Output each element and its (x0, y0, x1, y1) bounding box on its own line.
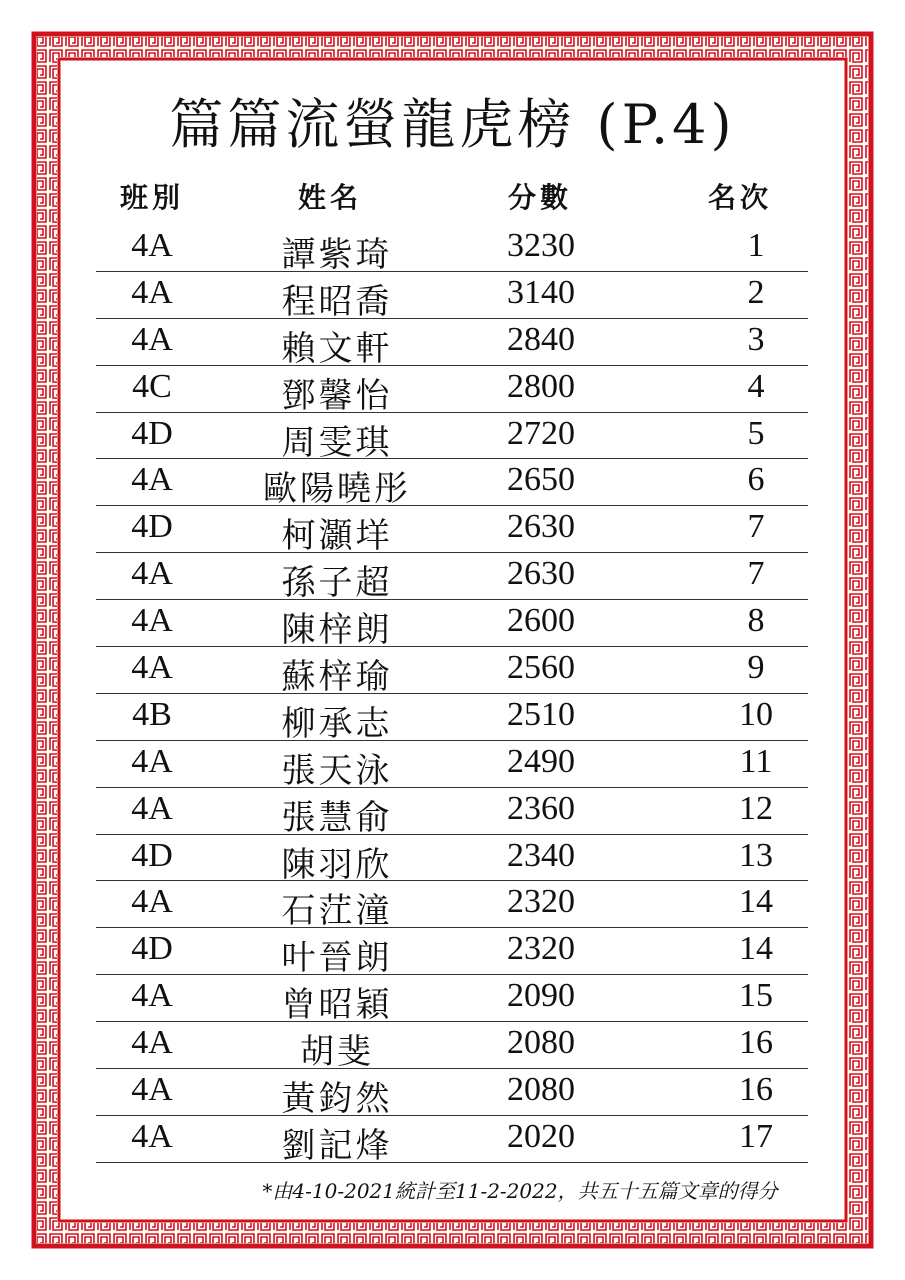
row-class: 4D (131, 836, 173, 874)
row-score: 2320 (507, 930, 575, 968)
row-name: 陳羽欣 (281, 844, 393, 885)
row-score: 2320 (507, 883, 575, 921)
row-name: 程昭喬 (281, 281, 393, 322)
table-row (96, 319, 808, 369)
row-score: 3230 (507, 227, 575, 264)
row-rank: 8 (747, 602, 765, 640)
row-name: 譚紫琦 (281, 235, 393, 275)
row-rank: 4 (747, 367, 765, 405)
table-row (96, 975, 808, 1026)
table-row (96, 1069, 808, 1120)
row-class: 4A (131, 1071, 173, 1109)
row-score: 2080 (507, 1024, 575, 1062)
row-rank: 9 (747, 649, 765, 687)
row-class: 4A (131, 461, 173, 499)
row-name: 張天泳 (281, 750, 393, 791)
row-rank: 7 (747, 555, 765, 593)
row-class: 4A (131, 1024, 173, 1062)
row-name: 胡斐 (300, 1032, 374, 1073)
row-rank: 13 (739, 836, 773, 874)
row-rank: 2 (747, 273, 765, 311)
table-row (96, 366, 808, 416)
table-row (96, 1022, 808, 1073)
row-score: 2510 (507, 695, 575, 733)
row-class: 4A (131, 789, 173, 827)
row-name: 歐陽曉彤 (263, 469, 411, 510)
row-name: 鄧馨怡 (281, 375, 393, 416)
row-name: 柯灝垟 (281, 516, 393, 557)
row-rank: 1 (747, 227, 765, 264)
row-name: 陳梓朗 (281, 610, 393, 651)
table-row (96, 835, 808, 885)
row-name: 黃鈞然 (281, 1079, 393, 1120)
header-rank: 名次 (707, 181, 772, 214)
row-score: 2650 (507, 461, 575, 499)
table-row (96, 741, 808, 791)
row-rank: 15 (739, 977, 773, 1015)
row-class: 4A (131, 602, 173, 640)
footnote: *由4-10-2021統計至11-2-2022，共五十五篇文章的得分 (262, 1179, 778, 1203)
row-class: 4D (131, 508, 173, 546)
table-row (96, 881, 808, 932)
header-class: 班別 (119, 181, 184, 214)
row-rank: 14 (739, 930, 773, 968)
row-class: 4A (131, 649, 173, 687)
table-row (96, 553, 808, 604)
row-class: 4A (131, 977, 173, 1015)
row-class: 4A (131, 555, 173, 593)
row-class: 4A (131, 273, 173, 311)
ranking-table (96, 225, 808, 1166)
table-row (96, 647, 808, 698)
table-row (96, 1116, 808, 1166)
row-rank: 14 (739, 883, 773, 921)
row-rank: 12 (739, 789, 773, 827)
row-class: 4C (132, 367, 172, 405)
row-rank: 16 (739, 1024, 773, 1062)
row-class: 4A (131, 227, 173, 264)
row-name: 石茳潼 (281, 891, 393, 932)
table-row (96, 694, 808, 744)
row-score: 2630 (507, 508, 575, 546)
row-score: 2840 (507, 320, 575, 358)
row-score: 2720 (507, 414, 575, 452)
row-score: 2020 (507, 1117, 575, 1155)
row-class: 4A (131, 320, 173, 358)
row-score: 2630 (507, 555, 575, 593)
row-score: 2340 (507, 836, 575, 874)
row-score: 2600 (507, 602, 575, 640)
row-name: 孫子超 (281, 563, 393, 604)
row-name: 張慧俞 (281, 797, 393, 838)
table-row (96, 928, 808, 979)
table-row (96, 272, 808, 322)
header-score: 分數 (507, 181, 572, 214)
row-name: 賴文軒 (281, 328, 393, 369)
row-rank: 10 (739, 695, 773, 733)
row-name: 柳承志 (281, 703, 393, 744)
page-title: 篇篇流螢龍虎榜 (P.4) (169, 93, 736, 156)
row-rank: 3 (747, 320, 765, 358)
row-score: 2490 (507, 742, 575, 780)
header-name: 姓名 (297, 181, 362, 214)
row-class: 4B (132, 695, 172, 733)
table-row (96, 413, 808, 463)
row-score: 2080 (507, 1071, 575, 1109)
row-name: 曾昭穎 (281, 985, 393, 1026)
table-row (96, 788, 808, 838)
row-score: 2360 (507, 789, 575, 827)
row-score: 2090 (507, 977, 575, 1015)
row-class: 4A (131, 742, 173, 780)
table-row (96, 506, 808, 557)
row-score: 2800 (507, 367, 575, 405)
row-rank: 6 (747, 461, 765, 499)
row-rank: 7 (747, 508, 765, 546)
row-name: 周雯琪 (281, 422, 393, 463)
row-score: 2560 (507, 649, 575, 687)
row-rank: 5 (747, 414, 765, 452)
row-score: 3140 (507, 273, 575, 311)
row-class: 4D (131, 930, 173, 968)
table-row (96, 225, 808, 275)
table-row (96, 459, 808, 510)
row-name: 蘇梓瑜 (281, 657, 393, 698)
row-class: 4D (131, 414, 173, 452)
row-class: 4A (131, 1117, 173, 1155)
row-rank: 17 (739, 1117, 773, 1155)
row-rank: 16 (739, 1071, 773, 1109)
leaderboard-page (60, 60, 845, 1220)
row-rank: 11 (739, 742, 773, 780)
row-class: 4A (131, 883, 173, 921)
table-header (60, 170, 845, 220)
row-name: 叶晉朗 (281, 938, 393, 979)
table-row (96, 600, 808, 651)
row-name: 劉記烽 (281, 1125, 393, 1166)
